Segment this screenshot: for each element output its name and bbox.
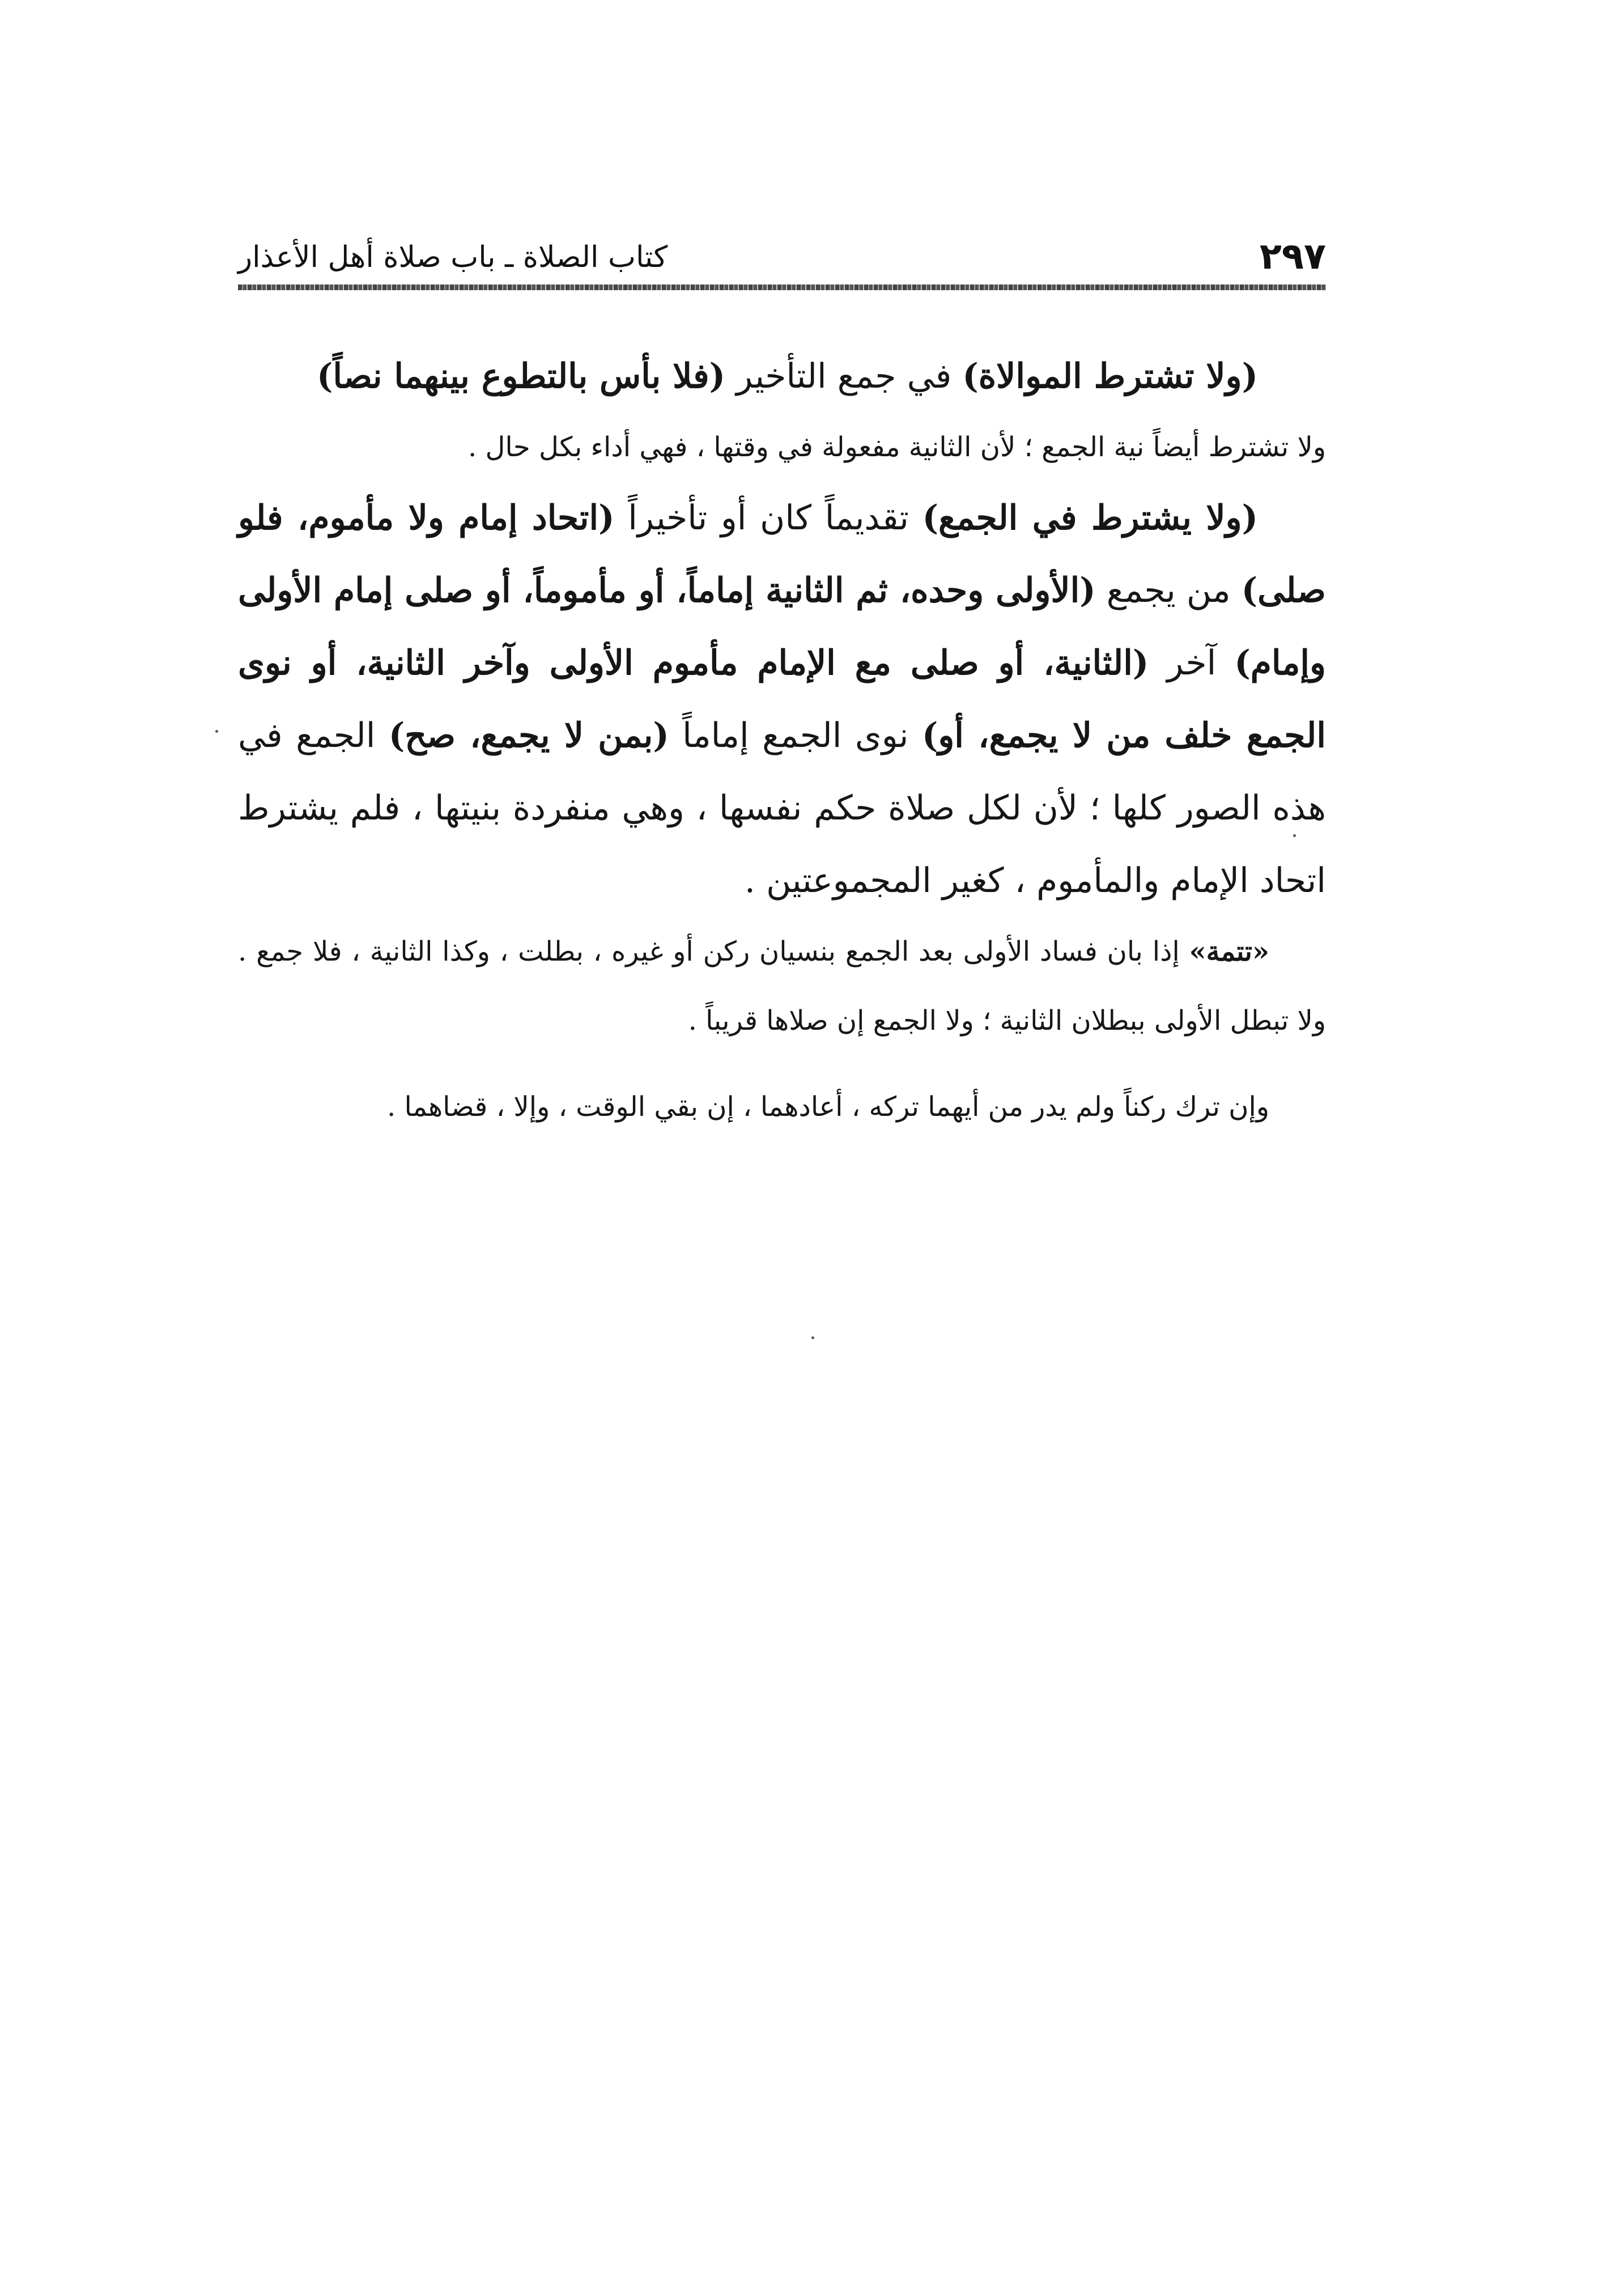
paragraph-tatimmah (238, 917, 1326, 1055)
page-body (238, 340, 1326, 1141)
paragraph-segment: (الأولى وحده، ثم الثانية إماماً، أو مأموماً، أو صلى إمام الأولى وإمام) (238, 571, 1326, 683)
page-header (238, 231, 1326, 282)
paragraph-niyyah (238, 413, 1326, 482)
paragraph-segment: نوى الجمع إماماً (669, 716, 922, 755)
paragraph-segment: إذا بان فساد الأولى بعد الجمع بنسيان ركن أو غيره ، بطلت ، وكذا الثانية ، فلا جمع . ولا تبطل الأولى ببطلان الثانية ؛ ولا الجمع إن صلاها قريباً . (238, 936, 1326, 1037)
paragraph-segment: تقديماً كان أو تأخيراً (614, 498, 922, 538)
paragraph-muwalah (238, 340, 1326, 413)
paragraph-ittihad (238, 482, 1326, 917)
paragraph-segment: في جمع التأخير (725, 356, 963, 396)
paragraph-segment: (بمن لا يجمع، صح) (388, 716, 669, 755)
paragraph-segment: (اتحاد إمام ولا مأموم، فلو صلى) (238, 498, 1326, 610)
scan-speck (215, 730, 218, 733)
header-divider (238, 284, 1326, 290)
paragraph-segment: آخر (1149, 643, 1235, 683)
paragraph-segment: (ولا تشترط الموالاة) (962, 356, 1258, 396)
running-title: كتاب الصلاة ـ باب صلاة أهل الأعذار (238, 240, 668, 274)
scan-speck (811, 1336, 814, 1339)
paragraph-segment: من يجمع (1095, 571, 1242, 610)
page-number: ٢٩٧ (1259, 236, 1326, 278)
paragraph-rukn (238, 1072, 1326, 1141)
paragraph-segment: (الثانية، أو صلى مع الإمام مأموم الأولى وآخر الثانية، أو نوى الجمع خلف من لا يجمع، أو) (238, 643, 1327, 755)
paragraph-segment: «تتمة» (1189, 936, 1269, 967)
paragraph-segment: (فلا بأس بالتطوع بينهما نصاً) (317, 356, 726, 396)
scan-speck (1293, 834, 1296, 837)
paragraph-gap (238, 1055, 1326, 1072)
paragraph-segment: الجمع في هذه الصور كلها ؛ لأن لكل صلاة حكم نفسها ، وهي منفردة بنيتها ، فلم يشترط اتحاد الإمام والمأموم ، كغير المجموعتين . (238, 716, 1326, 901)
paragraph-segment: ولا تشترط أيضاً نية الجمع ؛ لأن الثانية مفعولة في وقتها ، فهي أداء بكل حال . (468, 431, 1326, 463)
paragraph-segment: (ولا يشترط في الجمع) (922, 498, 1258, 538)
paragraph-segment: وإن ترك ركناً ولم يدر من أيهما تركه ، أعادهما ، إن بقي الوقت ، وإلا ، قضاهما . (386, 1091, 1269, 1123)
